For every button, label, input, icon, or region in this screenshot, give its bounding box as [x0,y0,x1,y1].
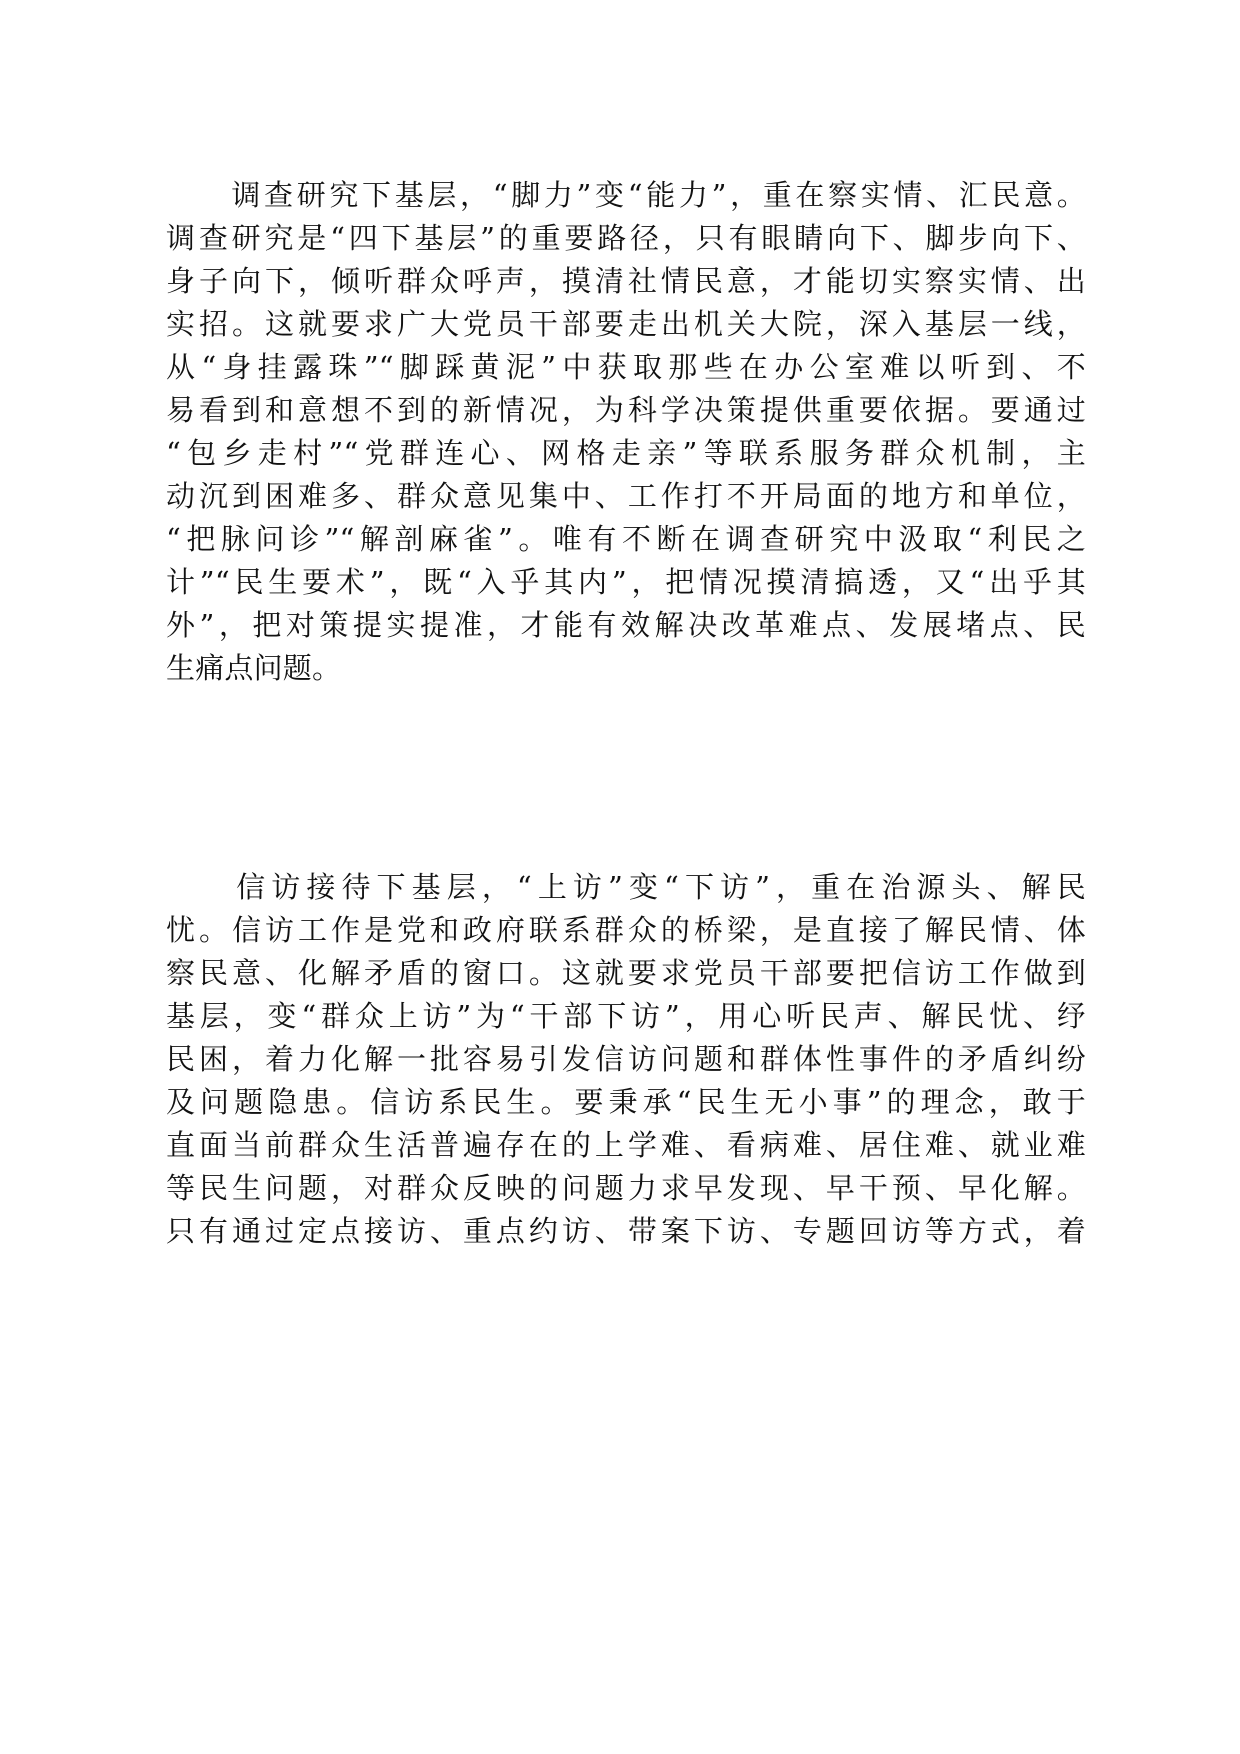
paragraph-line: 及问题隐患。信访系民生。要秉承“民生无小事”的理念，敢于 [166,1085,1086,1119]
paragraph-line: 易看到和意想不到的新情况，为科学决策提供重要依据。要通过 [166,393,1086,427]
paragraph-line: 察民意、化解矛盾的窗口。这就要求党员干部要把信访工作做到 [166,956,1086,990]
paragraph-line: 忧。信访工作是党和政府联系群众的桥梁，是直接了解民情、体 [166,913,1086,947]
paragraph-line: 调查研究下基层，“脚力”变“能力”，重在察实情、汇民意。 [166,178,1086,212]
paragraph-line: 信访接待下基层，“上访”变“下访”，重在治源头、解民 [166,870,1086,904]
paragraph-line: 动沉到困难多、群众意见集中、工作打不开局面的地方和单位， [166,479,1086,513]
paragraph-line: 民困，着力化解一批容易引发信访问题和群体性事件的矛盾纠纷 [166,1042,1086,1076]
paragraph-petition [166,866,1086,1253]
paragraph-line: “把脉问诊”“解剖麻雀”。唯有不断在调查研究中汲取“利民之 [166,522,1086,556]
paragraph-line: 基层，变“群众上访”为“干部下访”，用心听民声、解民忧、纾 [166,999,1086,1033]
paragraph-line: 调查研究是“四下基层”的重要路径，只有眼睛向下、脚步向下、 [166,221,1086,255]
paragraph-line: 直面当前群众生活普遍存在的上学难、看病难、居住难、就业难 [166,1128,1086,1162]
paragraph-line: “包乡走村”“党群连心、网格走亲”等联系服务群众机制，主 [166,436,1086,470]
paragraph-line: 等民生问题，对群众反映的问题力求早发现、早干预、早化解。 [166,1171,1086,1205]
paragraph-line: 外”，把对策提实提准，才能有效解决改革难点、发展堵点、民 [166,608,1086,642]
paragraph-line: 计”“民生要术”，既“入乎其内”，把情况摸清搞透，又“出乎其 [166,565,1086,599]
paragraph-research [166,174,1086,690]
paragraph-line: 从“身挂露珠”“脚踩黄泥”中获取那些在办公室难以听到、不 [166,350,1086,384]
paragraph-line: 实招。这就要求广大党员干部要走出机关大院，深入基层一线， [166,307,1086,341]
paragraph-line: 生痛点问题。 [166,651,342,685]
paragraph-line: 身子向下，倾听群众呼声，摸清社情民意，才能切实察实情、出 [166,264,1086,298]
paragraph-line: 只有通过定点接访、重点约访、带案下访、专题回访等方式，着 [166,1214,1086,1248]
